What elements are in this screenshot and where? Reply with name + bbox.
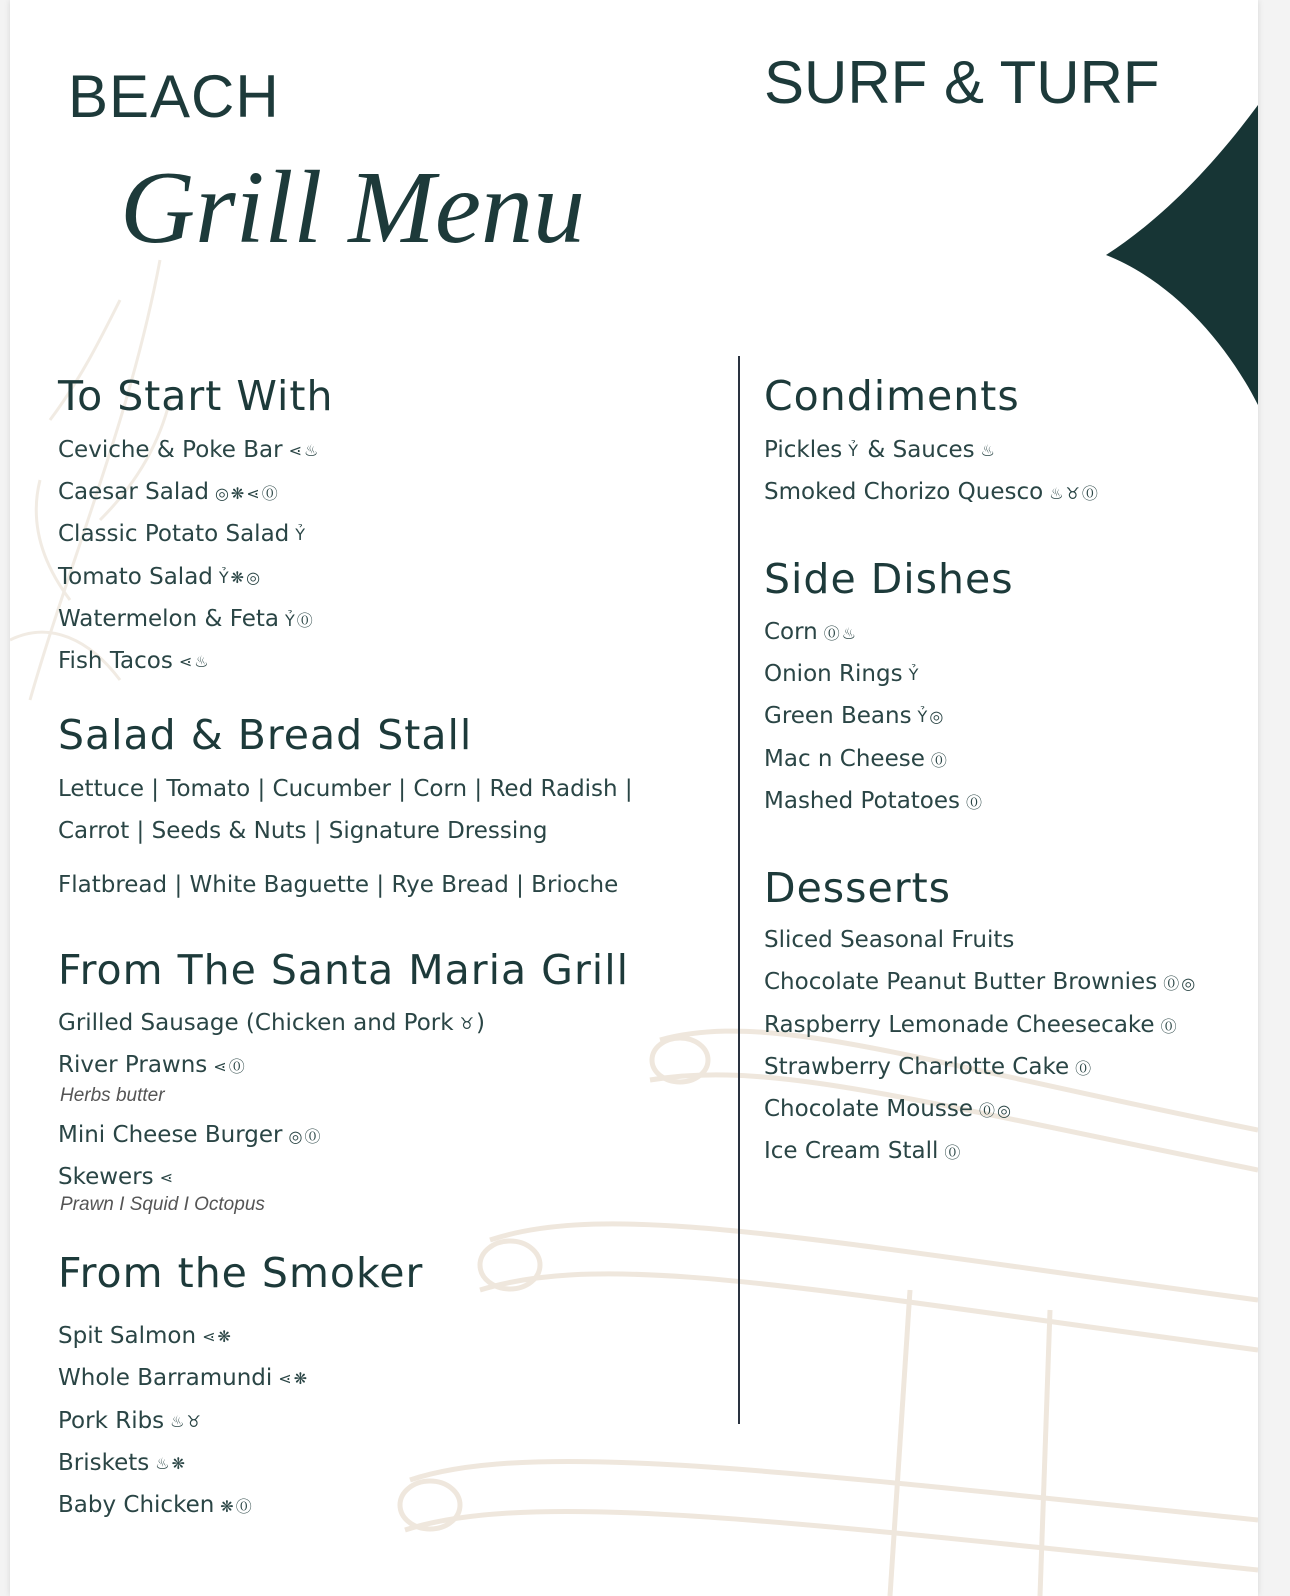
item-description: Herbs butter xyxy=(60,1085,165,1106)
section-title-santa-maria: From The Santa Maria Grill xyxy=(58,946,629,994)
section-title-salad-bread: Salad & Bread Stall xyxy=(58,711,473,759)
dietary-icons: ⋖❋ xyxy=(278,1369,310,1388)
menu-item: Briskets ♨❋ xyxy=(58,1450,188,1476)
menu-item: Grilled Sausage (Chicken and Pork ♉) xyxy=(58,1010,485,1036)
menu-item: Ice Cream Stall ⓪ xyxy=(764,1138,963,1164)
section-title-to-start: To Start With xyxy=(58,372,334,420)
menu-item: Classic Potato Salad Ỷ xyxy=(58,521,308,547)
section-title-smoker: From the Smoker xyxy=(58,1249,424,1297)
dietary-icons: ⓪ xyxy=(944,1143,963,1162)
menu-item: Onion Rings Ỷ xyxy=(764,661,921,687)
dietary-icons: Ỷ◎ xyxy=(917,707,946,726)
menu-item: Tomato Salad Ỷ❋◎ xyxy=(58,564,263,590)
menu-item: Caesar Salad ◎❋⋖⓪ xyxy=(58,479,280,505)
dietary-icons: ⓪ xyxy=(1075,1059,1094,1078)
header-grill-menu: Grill Menu xyxy=(120,150,586,265)
item-description: Prawn I Squid I Octopus xyxy=(60,1194,265,1215)
menu-item: Skewers ⋖ xyxy=(58,1164,176,1190)
dietary-icons: ⋖ xyxy=(159,1168,176,1187)
column-divider xyxy=(738,356,740,1424)
salad-bread-line: Carrot | Seeds & Nuts | Signature Dressing xyxy=(58,818,548,844)
menu-item: River Prawns ⋖⓪ xyxy=(58,1052,247,1078)
dietary-icons: ♨❋ xyxy=(155,1454,188,1473)
dietary-icons: ⓪◎ xyxy=(979,1101,1013,1120)
dietary-icons: ⋖♨ xyxy=(178,652,211,671)
menu-item: Smoked Chorizo Quesco ♨♉⓪ xyxy=(764,479,1100,505)
menu-item: Mac n Cheese ⓪ xyxy=(764,746,949,772)
dietary-icons: ⓪ xyxy=(966,793,985,812)
salad-bread-line: Lettuce | Tomato | Cucumber | Corn | Red Radish | xyxy=(58,776,633,802)
dietary-icons: Ỷ⓪ xyxy=(284,611,315,630)
menu-item: Strawberry Charlotte Cake ⓪ xyxy=(764,1054,1094,1080)
menu-item: Whole Barramundi ⋖❋ xyxy=(58,1365,310,1391)
corner-shape xyxy=(1106,105,1258,405)
section-title-desserts: Desserts xyxy=(764,864,952,912)
dietary-icons: Ỷ xyxy=(295,525,308,544)
menu-item: Ceviche & Poke Bar ⋖♨ xyxy=(58,437,321,463)
salad-bread-line: Flatbread | White Baguette | Rye Bread | Brioche xyxy=(58,872,619,898)
menu-item: Pork Ribs ♨♉ xyxy=(58,1408,203,1434)
dietary-icons: ⓪ xyxy=(930,751,949,770)
menu-item: Mini Cheese Burger ◎⓪ xyxy=(58,1122,323,1148)
dietary-icons: ⋖♨ xyxy=(288,441,321,460)
menu-item: Pickles Ỷ & Sauces ♨ xyxy=(764,437,997,463)
menu-item: Corn ⓪♨ xyxy=(764,619,859,645)
dietary-icons: ♉ xyxy=(459,1014,476,1033)
dietary-icons: ⓪◎ xyxy=(1163,974,1198,993)
dietary-icons: ❋⓪ xyxy=(220,1497,254,1516)
menu-item: Spit Salmon ⋖❋ xyxy=(58,1323,233,1349)
dietary-icons: ♨♉ xyxy=(170,1412,203,1431)
header-surf-turf: SURF & TURF xyxy=(764,49,1160,116)
header-beach: BEACH xyxy=(68,63,280,130)
dietary-icons: ◎❋⋖⓪ xyxy=(214,484,280,503)
menu-item: Watermelon & Feta Ỷ⓪ xyxy=(58,606,315,632)
dietary-icons: Ỷ xyxy=(908,665,921,684)
dietary-icons: ⋖⓪ xyxy=(213,1057,247,1076)
menu-item: Chocolate Peanut Butter Brownies ⓪◎ xyxy=(764,969,1198,995)
menu-item: Chocolate Mousse ⓪◎ xyxy=(764,1096,1013,1122)
menu-item: Mashed Potatoes ⓪ xyxy=(764,788,985,814)
menu-item: Raspberry Lemonade Cheesecake ⓪ xyxy=(764,1012,1179,1038)
dietary-icons: ⓪♨ xyxy=(823,624,859,643)
dietary-icons: ⋖❋ xyxy=(202,1327,233,1346)
dietary-icons: ⓪ xyxy=(1160,1017,1179,1036)
dietary-icons: ♨ xyxy=(980,441,997,460)
dietary-icons: Ỷ xyxy=(848,441,861,460)
section-title-condiments: Condiments xyxy=(764,372,1020,420)
menu-item: Sliced Seasonal Fruits xyxy=(764,927,1015,953)
dietary-icons: ◎⓪ xyxy=(288,1127,323,1146)
section-title-side-dishes: Side Dishes xyxy=(764,555,1014,603)
dietary-icons: Ỷ❋◎ xyxy=(218,568,263,587)
menu-item: Baby Chicken ❋⓪ xyxy=(58,1492,254,1518)
menu-item: Green Beans Ỷ◎ xyxy=(764,703,946,729)
menu-item: Fish Tacos ⋖♨ xyxy=(58,648,211,674)
dietary-icons: ♨♉⓪ xyxy=(1049,484,1100,503)
menu-page xyxy=(10,0,1258,1596)
